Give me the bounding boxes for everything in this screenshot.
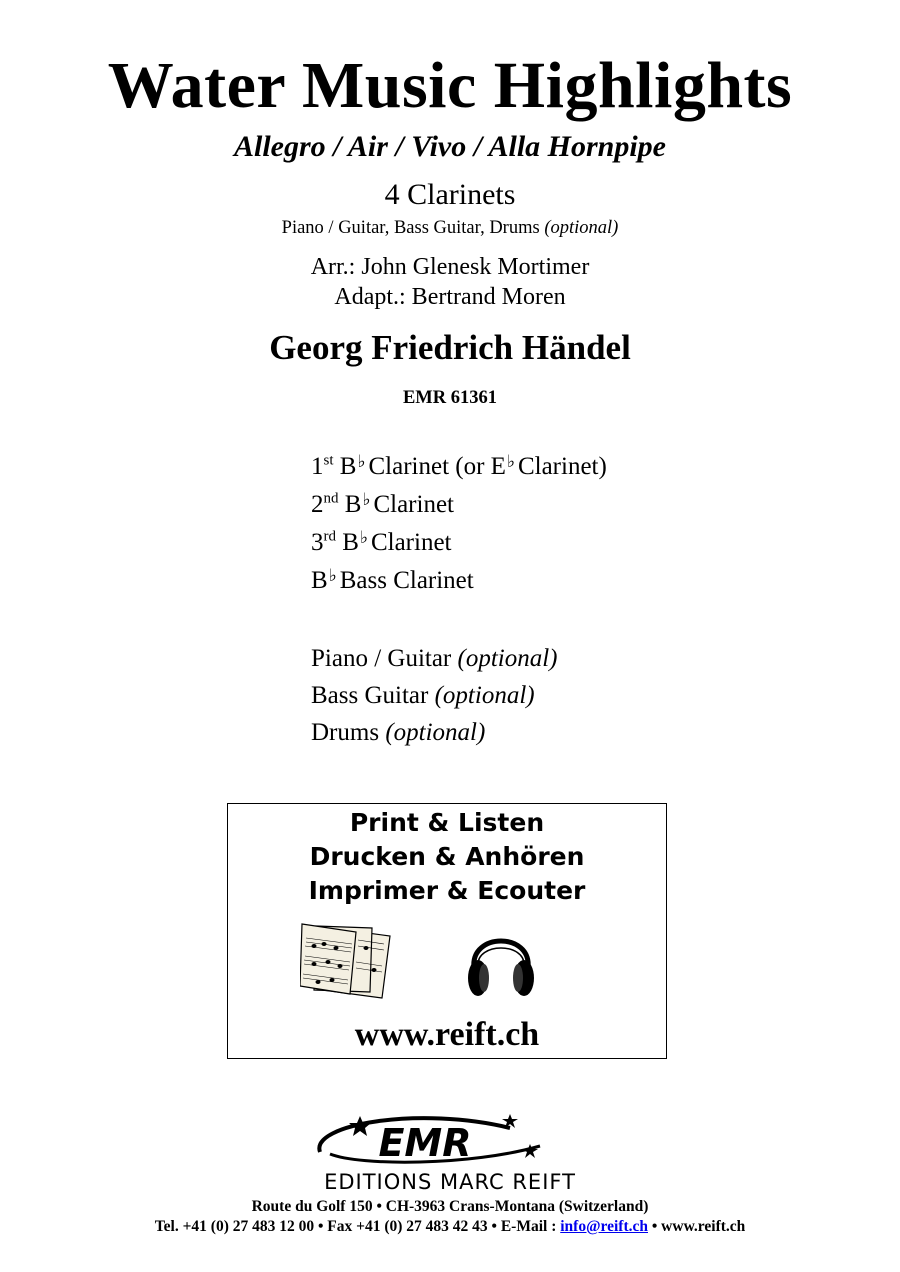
- publisher-address: Route du Golf 150 • CH-3963 Crans-Montana (Switzerland): [251, 1198, 649, 1215]
- website-link[interactable]: www.reift.ch: [354, 1016, 540, 1053]
- email-link[interactable]: info@reift.ch: [560, 1218, 648, 1235]
- emr-logo: [300, 1110, 550, 1170]
- headphones-icon: [466, 922, 536, 1002]
- instrumentation-sub-text: Piano / Guitar, Bass Guitar, Drums: [281, 218, 540, 238]
- sheet-music-icon: [300, 922, 392, 1000]
- optional-part-item: Piano / Guitar (optional): [311, 645, 558, 672]
- publisher-name: EDITIONS MARC REIFT: [324, 1170, 576, 1194]
- part-list-item: 2nd B♭ Clarinet: [311, 490, 454, 518]
- print-listen-label-fr: Imprimer & Ecouter: [308, 876, 586, 905]
- instrumentation-main: 4 Clarinets: [384, 178, 516, 211]
- part-list-item: 3rd B♭ Clarinet: [311, 528, 452, 556]
- instrumentation-optional-note: (optional): [544, 218, 619, 238]
- print-listen-box: [227, 803, 667, 1059]
- arranger-credit: Arr.: John Glenesk Mortimer: [310, 254, 590, 280]
- publisher-contact: Tel. +41 (0) 27 483 12 00 • Fax +41 (0) 27 483 42 43 • E-Mail : info@reift.ch • www.reift.ch: [154, 1218, 746, 1235]
- movements-subtitle: Allegro / Air / Vivo / Alla Hornpipe: [234, 130, 666, 163]
- instrumentation-sub: [0, 218, 900, 239]
- print-listen-label: Print & Listen: [349, 808, 545, 837]
- print-listen-label-de: Drucken & Anhören: [309, 842, 585, 871]
- composer-name: Georg Friedrich Händel: [269, 328, 631, 367]
- optional-part-item: Drums (optional): [311, 719, 486, 746]
- svg-text:EMR: EMR: [378, 1121, 472, 1165]
- part-list-item: 1st B♭ Clarinet (or E♭ Clarinet): [311, 452, 607, 480]
- score-title: Water Music Highlights: [107, 49, 793, 122]
- optional-part-item: Bass Guitar (optional): [311, 682, 535, 709]
- catalog-number: EMR 61361: [402, 388, 498, 408]
- part-list-item: B♭ Bass Clarinet: [311, 566, 474, 594]
- adapter-credit: Adapt.: Bertrand Moren: [334, 284, 566, 310]
